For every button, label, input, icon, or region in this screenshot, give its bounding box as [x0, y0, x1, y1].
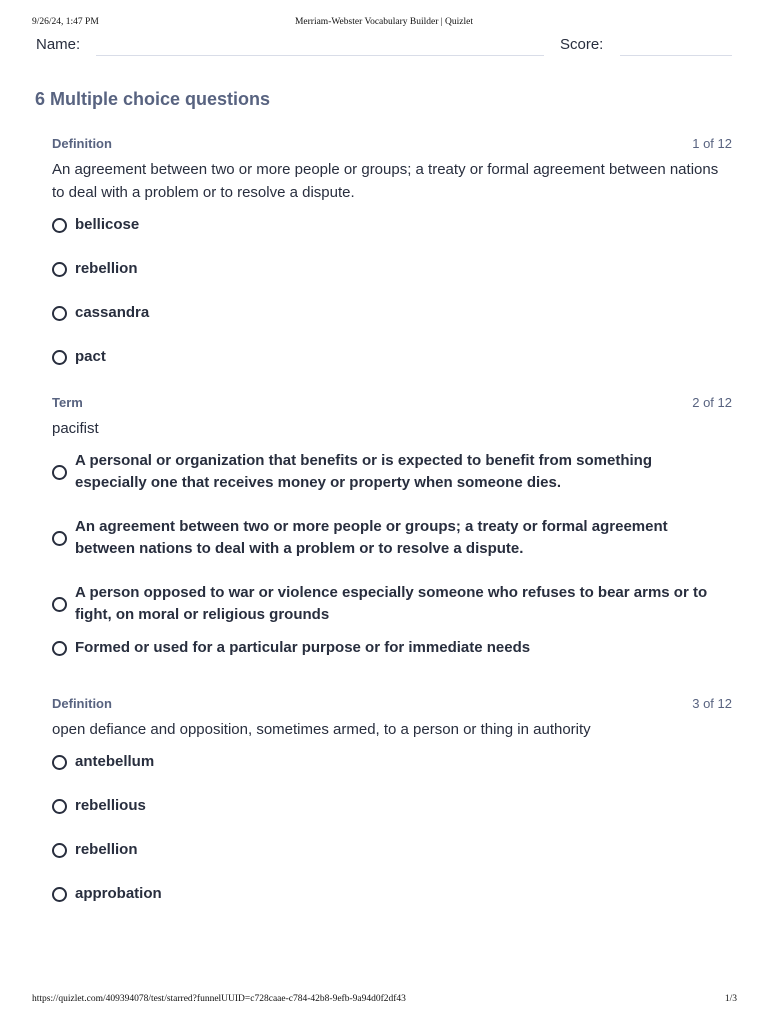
question-header	[52, 696, 732, 714]
answer-option-text: bellicose	[75, 216, 140, 233]
question-3	[52, 696, 732, 902]
score-label: Score:	[560, 36, 604, 53]
answer-option[interactable]	[52, 637, 712, 659]
question-prompt: An agreement between two or more people or groups; a treaty or formal agreement between nations to deal with a problem or to resolve a dispute.	[52, 161, 719, 201]
name-score-row	[36, 36, 732, 58]
answer-option-text: An agreement between two or more people or groups; a treaty or formal agreement between nations to deal with a problem or to resolve a dispute.	[75, 518, 668, 557]
radio-circle-icon[interactable]	[52, 887, 67, 902]
answer-option-text: cassandra	[75, 304, 150, 321]
answer-option[interactable]	[52, 450, 712, 494]
answer-option-text: approbation	[75, 885, 162, 902]
radio-circle-icon[interactable]	[52, 799, 67, 814]
answer-option[interactable]	[52, 582, 712, 626]
answer-option[interactable]	[52, 751, 712, 773]
question-count: 2 of 12	[692, 395, 732, 410]
answer-option-text: antebellum	[75, 753, 155, 770]
radio-circle-icon[interactable]	[52, 531, 67, 546]
answer-option[interactable]	[52, 795, 712, 817]
section-title: 6 Multiple choice questions	[35, 89, 271, 109]
score-field[interactable]	[620, 55, 732, 56]
question-type: Definition	[52, 136, 112, 151]
question-count: 3 of 12	[692, 696, 732, 711]
answer-option-text: A person opposed to war or violence especially someone who refuses to bear arms or to fight, on moral or religious grounds	[75, 584, 708, 623]
answer-option-text: pact	[75, 348, 106, 365]
print-url: https://quizlet.com/409394078/test/starred?funnelUUID=c728caae-c784-42b8-9efb-9a94d0f2df43	[32, 994, 406, 1004]
name-field[interactable]	[96, 55, 544, 56]
question-header	[52, 395, 732, 413]
name-label: Name:	[36, 36, 81, 53]
answer-option[interactable]	[52, 258, 712, 280]
print-title: Merriam-Webster Vocabulary Builder | Quizlet	[294, 17, 474, 27]
question-1	[52, 136, 732, 365]
page-number: 1/3	[724, 994, 737, 1004]
answer-option-text: A personal or organization that benefits or is expected to benefit from something especially one that receives money or property when someone dies.	[75, 452, 653, 491]
question-2	[52, 395, 732, 656]
answer-option[interactable]	[52, 516, 712, 560]
question-prompt: pacifist	[52, 420, 99, 437]
radio-circle-icon[interactable]	[52, 262, 67, 277]
answer-option[interactable]	[52, 839, 712, 861]
question-header	[52, 136, 732, 154]
answer-option[interactable]	[52, 302, 712, 324]
print-footer	[0, 994, 768, 1008]
answer-option[interactable]	[52, 883, 712, 905]
answer-option[interactable]	[52, 346, 712, 368]
radio-circle-icon[interactable]	[52, 218, 67, 233]
radio-circle-icon[interactable]	[52, 350, 67, 365]
radio-circle-icon[interactable]	[52, 306, 67, 321]
print-date: 9/26/24, 1:47 PM	[32, 17, 99, 27]
answer-option[interactable]	[52, 214, 712, 236]
radio-circle-icon[interactable]	[52, 641, 67, 656]
answer-option-text: rebellious	[75, 797, 146, 814]
question-type: Definition	[52, 696, 112, 711]
question-prompt: open defiance and opposition, sometimes armed, to a person or thing in authority	[52, 721, 591, 738]
question-count: 1 of 12	[692, 136, 732, 151]
answer-option-text: Formed or used for a particular purpose or for immediate needs	[75, 639, 531, 656]
answer-option-text: rebellion	[75, 841, 138, 858]
print-header	[0, 17, 768, 31]
radio-circle-icon[interactable]	[52, 465, 67, 480]
answer-option-text: rebellion	[75, 260, 138, 277]
radio-circle-icon[interactable]	[52, 843, 67, 858]
question-type: Term	[52, 395, 83, 410]
radio-circle-icon[interactable]	[52, 597, 67, 612]
radio-circle-icon[interactable]	[52, 755, 67, 770]
